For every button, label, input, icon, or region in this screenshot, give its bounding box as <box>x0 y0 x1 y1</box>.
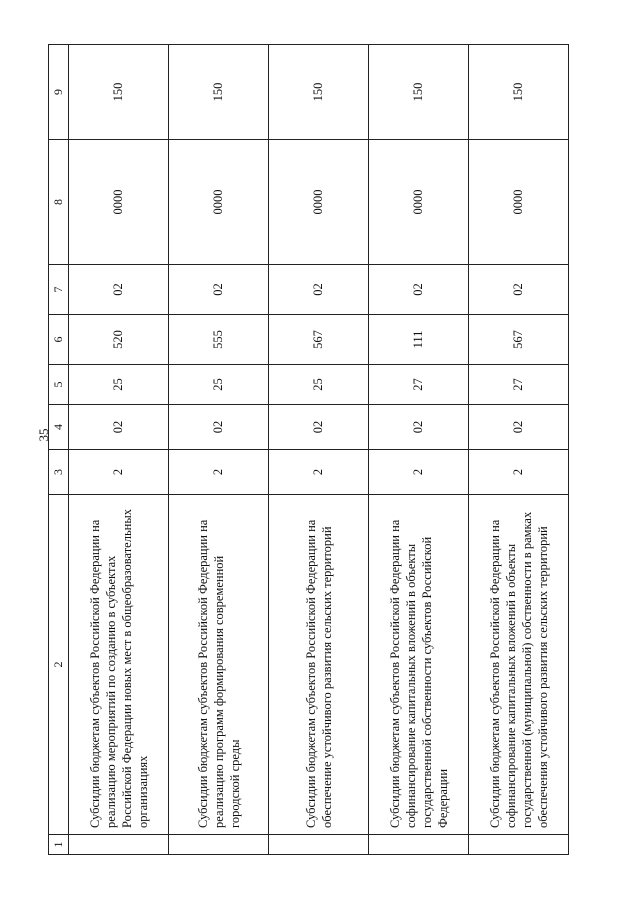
row-code-cell: 0000 <box>469 140 569 265</box>
row-code-cell: 02 <box>469 405 569 450</box>
row-code-cell <box>169 835 269 855</box>
row-code-cell <box>269 835 369 855</box>
row-code-cell: 02 <box>269 405 369 450</box>
table-row <box>469 45 569 855</box>
row-code-cell: 0000 <box>269 140 369 265</box>
row-code-cell <box>469 835 569 855</box>
page-number: 35 <box>36 428 51 442</box>
row-code-cell: 555 <box>169 315 269 365</box>
column-header: 7 <box>49 265 69 315</box>
rotated-table-container <box>48 45 568 855</box>
row-code-cell: 150 <box>69 45 169 140</box>
row-code-cell: 02 <box>369 265 469 315</box>
row-code-cell: 02 <box>169 265 269 315</box>
row-code-cell: 02 <box>169 405 269 450</box>
table-row <box>269 45 369 855</box>
table-row <box>69 45 169 855</box>
row-code-cell: 0000 <box>169 140 269 265</box>
row-code-cell: 111 <box>369 315 469 365</box>
row-code-cell <box>69 835 169 855</box>
row-code-cell: 2 <box>269 450 369 495</box>
row-code-cell: 567 <box>269 315 369 365</box>
column-header: 6 <box>49 315 69 365</box>
row-code-cell: 27 <box>469 365 569 405</box>
row-code-cell: 150 <box>369 45 469 140</box>
row-code-cell: 02 <box>369 405 469 450</box>
row-code-cell: 02 <box>69 265 169 315</box>
table-row <box>369 45 469 855</box>
row-code-cell: 0000 <box>69 140 169 265</box>
column-header: 5 <box>49 365 69 405</box>
row-code-cell: 02 <box>469 265 569 315</box>
row-code-cell: 0000 <box>369 140 469 265</box>
row-code-cell <box>369 835 469 855</box>
row-name-cell: Субсидии бюджетам субъектов Российской Федерации на реализацию программ формирования современной городской среды <box>169 495 269 835</box>
budget-classification-table <box>48 44 569 855</box>
row-code-cell: 02 <box>69 405 169 450</box>
row-code-cell: 2 <box>69 450 169 495</box>
row-code-cell: 150 <box>469 45 569 140</box>
row-name-cell: Субсидии бюджетам субъектов Российской Федерации на софинансирование капитальных вложений в объекты государственной собственности субъектов Российской Федерации <box>369 495 469 835</box>
column-header: 2 <box>49 495 69 835</box>
row-name-cell: Субсидии бюджетам субъектов Российской Федерации на софинансирование капитальных вложений в объекты государственной (муниципальной) собственности в рамках обеспечения устойчивого развития сельских территорий <box>469 495 569 835</box>
row-code-cell: 2 <box>169 450 269 495</box>
row-code-cell: 27 <box>369 365 469 405</box>
row-code-cell: 25 <box>269 365 369 405</box>
column-header: 1 <box>49 835 69 855</box>
column-header: 8 <box>49 140 69 265</box>
row-code-cell: 567 <box>469 315 569 365</box>
row-code-cell: 25 <box>69 365 169 405</box>
row-code-cell: 2 <box>469 450 569 495</box>
row-code-cell: 150 <box>269 45 369 140</box>
table-row <box>169 45 269 855</box>
column-header: 9 <box>49 45 69 140</box>
row-code-cell: 25 <box>169 365 269 405</box>
row-code-cell: 520 <box>69 315 169 365</box>
table-header-row <box>49 45 69 855</box>
row-code-cell: 2 <box>369 450 469 495</box>
column-header: 3 <box>49 450 69 495</box>
row-code-cell: 02 <box>269 265 369 315</box>
row-code-cell: 150 <box>169 45 269 140</box>
column-header: 4 <box>49 405 69 450</box>
row-name-cell: Субсидии бюджетам субъектов Российской Федерации на реализацию мероприятий по созданию в субъектах Российской Федерации новых мест в общеобразовательных организациях <box>69 495 169 835</box>
row-name-cell: Субсидии бюджетам субъектов Российской Федерации на обеспечение устойчивого развития сельских территорий <box>269 495 369 835</box>
